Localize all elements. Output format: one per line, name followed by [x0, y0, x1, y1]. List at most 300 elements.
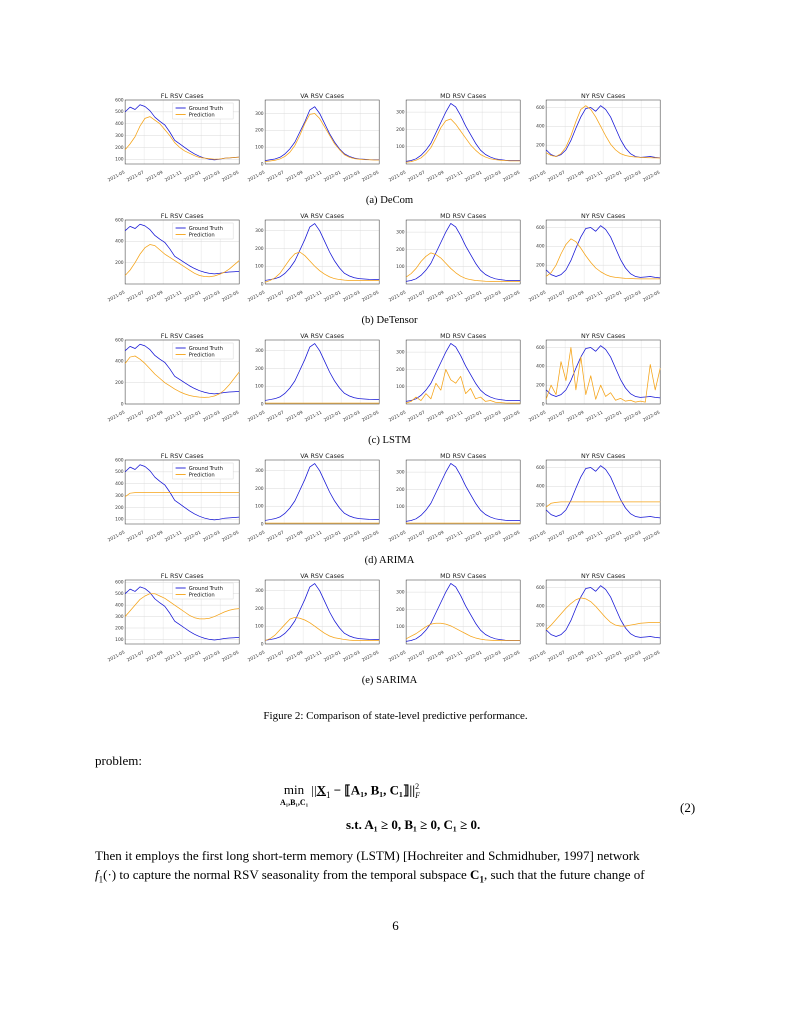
x-tick-label: 2021-11 [444, 410, 464, 424]
y-tick-label: 600 [115, 218, 124, 224]
chart-panel [528, 332, 667, 432]
x-tick-label: 2021-11 [304, 530, 324, 544]
y-tick-label: 500 [115, 592, 124, 598]
legend-prediction-label: Prediction [188, 472, 215, 479]
y-tick-label: 400 [115, 482, 124, 488]
figure-row [107, 452, 667, 552]
y-tick-label: 200 [535, 143, 545, 149]
x-tick-label: 2022-03 [623, 530, 642, 544]
norm-superscript: 2 [415, 782, 420, 791]
y-tick-label: 200 [395, 487, 405, 493]
y-tick-label: 400 [115, 122, 124, 128]
legend-prediction-label: Prediction [188, 592, 215, 599]
x-tick-label: 2021-11 [164, 530, 184, 544]
chart-panel [387, 452, 527, 552]
x-tick-label: 2022-05 [221, 170, 241, 184]
y-tick-label: 300 [395, 590, 405, 596]
x-tick-label: 2021-07 [266, 650, 286, 664]
x-tick-label: 2022-03 [202, 650, 222, 664]
chart-title: NY RSV Cases [580, 93, 626, 100]
y-tick-label: 400 [535, 364, 545, 370]
chart-panel [247, 212, 386, 312]
chart-title: NY RSV Cases [580, 573, 626, 580]
y-tick-label: 300 [115, 614, 124, 620]
x-tick-label: 2021-05 [107, 650, 127, 664]
figure-caption: Figure 2: Comparison of state-level predictive performance. [263, 710, 528, 722]
x-tick-label: 2021-09 [145, 290, 165, 304]
y-tick-label: 200 [395, 247, 405, 253]
x-tick-label: 2021-11 [585, 530, 604, 544]
x-tick-label: 2022-03 [342, 530, 362, 544]
legend-ground-truth-label: Ground Truth [188, 225, 223, 232]
y-tick-label: 200 [115, 505, 124, 511]
x-tick-label: 2021-07 [406, 650, 426, 664]
chart-title: VA RSV Cases [300, 213, 345, 220]
y-tick-label: 200 [255, 246, 264, 252]
x-tick-label: 2021-11 [164, 650, 184, 664]
x-tick-label: 2022-03 [202, 290, 222, 304]
x-tick-label: 2021-11 [444, 170, 464, 184]
chart-svg [247, 212, 386, 312]
x-tick-label: 2022-03 [482, 650, 502, 664]
x-tick-label: 2022-05 [642, 170, 661, 184]
y-tick-label: 400 [115, 239, 124, 245]
y-tick-label: 300 [395, 470, 405, 476]
chart-panel [528, 92, 667, 192]
norm-subscript: F [415, 790, 420, 800]
x-tick-label: 2021-11 [585, 170, 604, 184]
chart-panel [528, 212, 667, 312]
y-tick-label: 200 [395, 367, 405, 373]
x-tick-label: 2021-09 [285, 290, 305, 304]
chart-panel [107, 332, 246, 432]
tensor-x-subscript: 1 [325, 789, 331, 800]
y-tick-label: 200 [395, 127, 405, 133]
y-tick-label: 100 [255, 384, 264, 390]
y-tick-label: 200 [535, 503, 545, 509]
x-tick-label: 2021-09 [425, 170, 445, 184]
x-tick-label: 2021-07 [547, 170, 566, 184]
x-tick-label: 2022-01 [183, 530, 203, 544]
chart-title: MD RSV Cases [439, 93, 486, 100]
y-tick-label: 300 [255, 349, 264, 355]
x-tick-label: 2022-03 [482, 170, 502, 184]
x-tick-label: 2021-09 [425, 530, 445, 544]
legend-ground-truth-label: Ground Truth [188, 345, 223, 352]
x-tick-label: 2021-05 [528, 410, 547, 424]
y-tick-label: 400 [535, 484, 545, 490]
x-tick-label: 2022-01 [323, 290, 343, 304]
y-tick-label: 100 [115, 157, 124, 163]
chart-panel [528, 572, 667, 672]
x-tick-label: 2022-01 [183, 650, 203, 664]
y-tick-label: 200 [115, 145, 124, 151]
x-tick-label: 2022-05 [642, 410, 661, 424]
chart-svg [528, 92, 667, 192]
subfigure-caption: (a) DeCom [365, 195, 414, 206]
x-tick-label: 2021-07 [126, 170, 146, 184]
legend-prediction-label: Prediction [188, 352, 215, 359]
chart-panel [387, 92, 527, 192]
x-tick-label: 2022-05 [361, 650, 381, 664]
paragraph-line-2-end: , such that the future change of [483, 867, 645, 882]
chart-panel [247, 572, 386, 672]
y-tick-label: 200 [535, 263, 545, 269]
x-tick-label: 2022-05 [501, 410, 521, 424]
x-tick-label: 2021-09 [566, 290, 585, 304]
subfigure-caption: (b) DeTensor [361, 315, 418, 326]
x-tick-label: 2021-11 [304, 290, 324, 304]
x-tick-label: 2022-01 [463, 650, 483, 664]
x-tick-label: 2021-09 [285, 170, 305, 184]
equation-number: (2) [680, 800, 696, 815]
chart-title: MD RSV Cases [439, 573, 486, 580]
x-tick-label: 2021-07 [547, 650, 566, 664]
x-tick-label: 2021-05 [107, 530, 127, 544]
x-tick-label: 2022-03 [342, 170, 362, 184]
chart-title: FL RSV Cases [160, 93, 204, 100]
y-tick-label: 0 [541, 402, 545, 408]
y-tick-label: 100 [255, 504, 264, 510]
x-tick-label: 2022-05 [501, 170, 521, 184]
y-tick-label: 0 [120, 402, 124, 408]
x-tick-label: 2022-03 [202, 410, 222, 424]
x-tick-label: 2022-05 [642, 290, 661, 304]
y-tick-label: 500 [115, 470, 124, 476]
x-tick-label: 2022-01 [604, 530, 623, 544]
min-operator: min [283, 782, 305, 797]
x-tick-label: 2021-09 [425, 650, 445, 664]
x-tick-label: 2022-03 [482, 530, 502, 544]
x-tick-label: 2021-09 [285, 530, 305, 544]
x-tick-label: 2021-11 [164, 170, 184, 184]
x-tick-label: 2022-05 [221, 530, 241, 544]
x-tick-label: 2021-11 [585, 650, 604, 664]
chart-svg [528, 572, 667, 672]
x-tick-label: 2021-07 [406, 170, 426, 184]
x-tick-label: 2022-01 [323, 410, 343, 424]
x-tick-label: 2021-07 [406, 290, 426, 304]
chart-svg [247, 92, 386, 192]
y-tick-label: 600 [115, 338, 124, 344]
x-tick-label: 2021-05 [107, 410, 127, 424]
chart-svg [528, 452, 667, 552]
x-tick-label: 2021-07 [126, 410, 146, 424]
x-tick-label: 2021-07 [266, 530, 286, 544]
chart-title: NY RSV Cases [580, 333, 626, 340]
chart-svg [528, 212, 667, 312]
x-tick-label: 2021-07 [126, 650, 146, 664]
x-tick-label: 2022-05 [642, 650, 661, 664]
chart-svg [107, 92, 246, 192]
x-tick-label: 2021-11 [444, 290, 464, 304]
chart-title: MD RSV Cases [439, 333, 486, 340]
x-tick-label: 2021-09 [566, 170, 585, 184]
chart-panel [528, 452, 667, 552]
x-tick-label: 2022-05 [361, 290, 381, 304]
x-tick-label: 2022-03 [202, 170, 222, 184]
x-tick-label: 2021-09 [425, 290, 445, 304]
x-tick-label: 2021-11 [164, 410, 184, 424]
y-tick-label: 600 [535, 345, 545, 351]
x-tick-label: 2022-05 [501, 290, 521, 304]
x-tick-label: 2021-05 [387, 410, 407, 424]
x-tick-label: 2021-09 [285, 650, 305, 664]
subfigure-caption: (c) LSTM [368, 435, 411, 446]
chart-svg [387, 92, 527, 192]
x-tick-label: 2021-07 [547, 290, 566, 304]
chart-panel [387, 212, 527, 312]
x-tick-label: 2022-03 [623, 290, 642, 304]
y-tick-label: 500 [115, 110, 124, 116]
x-tick-label: 2021-09 [145, 410, 165, 424]
equation-constraint: s.t. A₁ ≥ 0, B₁ ≥ 0, C₁ ≥ 0. [346, 817, 481, 832]
x-tick-label: 2021-05 [387, 530, 407, 544]
x-tick-label: 2022-05 [221, 410, 241, 424]
x-tick-label: 2021-05 [107, 290, 127, 304]
x-tick-label: 2022-05 [221, 290, 241, 304]
y-tick-label: 100 [395, 265, 405, 271]
y-tick-label: 0 [261, 402, 264, 408]
y-tick-label: 200 [115, 381, 124, 387]
y-tick-label: 100 [395, 385, 405, 391]
x-tick-label: 2021-07 [547, 530, 566, 544]
x-tick-label: 2021-05 [247, 410, 267, 424]
x-tick-label: 2021-11 [585, 290, 604, 304]
y-tick-label: 200 [255, 486, 264, 492]
legend-ground-truth-label: Ground Truth [188, 105, 223, 112]
problem-label: problem: [95, 753, 142, 768]
x-tick-label: 2021-09 [145, 650, 165, 664]
x-tick-label: 2021-05 [387, 290, 407, 304]
figure-row [107, 212, 667, 312]
x-tick-label: 2022-01 [183, 170, 203, 184]
y-tick-label: 300 [255, 589, 264, 595]
y-tick-label: 600 [115, 458, 124, 464]
x-tick-label: 2021-11 [164, 290, 184, 304]
y-tick-label: 200 [535, 623, 545, 629]
x-tick-label: 2021-11 [444, 530, 464, 544]
y-tick-label: 100 [395, 625, 405, 631]
x-tick-label: 2021-09 [566, 650, 585, 664]
chart-panel [107, 92, 246, 192]
x-tick-label: 2022-05 [642, 530, 661, 544]
x-tick-label: 2021-07 [126, 290, 146, 304]
x-tick-label: 2021-05 [247, 650, 267, 664]
x-tick-label: 2022-01 [463, 530, 483, 544]
legend-ground-truth-label: Ground Truth [188, 585, 223, 592]
x-tick-label: 2021-05 [107, 170, 127, 184]
chart-svg [247, 572, 386, 672]
chart-panel [107, 452, 246, 552]
x-tick-label: 2022-01 [323, 530, 343, 544]
y-tick-label: 100 [115, 637, 124, 643]
x-tick-label: 2021-07 [547, 410, 566, 424]
y-tick-label: 300 [395, 350, 405, 356]
x-tick-label: 2021-11 [304, 650, 324, 664]
y-tick-label: 100 [395, 505, 405, 511]
y-tick-label: 200 [115, 626, 124, 632]
chart-svg [107, 452, 246, 552]
y-tick-label: 400 [115, 359, 124, 365]
y-tick-label: 400 [535, 244, 545, 250]
y-tick-label: 100 [255, 264, 264, 270]
y-tick-label: 400 [115, 603, 124, 609]
norm-open: || [311, 782, 317, 798]
x-tick-label: 2021-09 [566, 530, 585, 544]
subspace-c: C [470, 867, 480, 882]
y-tick-label: 0 [261, 522, 264, 528]
x-tick-label: 2022-05 [221, 650, 241, 664]
y-tick-label: 100 [255, 145, 264, 151]
y-tick-label: 200 [535, 383, 545, 389]
chart-svg [387, 452, 527, 552]
chart-title: NY RSV Cases [580, 213, 626, 220]
x-tick-label: 2022-01 [604, 170, 623, 184]
chart-svg [107, 572, 246, 672]
x-tick-label: 2022-03 [482, 410, 502, 424]
x-tick-label: 2021-07 [266, 170, 286, 184]
x-tick-label: 2021-11 [304, 170, 324, 184]
chart-svg [528, 332, 667, 432]
x-tick-label: 2022-03 [342, 410, 362, 424]
y-tick-label: 200 [255, 606, 264, 612]
x-tick-label: 2021-09 [145, 170, 165, 184]
x-tick-label: 2021-11 [444, 650, 464, 664]
x-tick-label: 2022-03 [202, 530, 222, 544]
y-tick-label: 200 [395, 607, 405, 613]
y-tick-label: 300 [115, 493, 124, 499]
y-tick-label: 300 [395, 230, 405, 236]
x-tick-label: 2021-05 [528, 170, 547, 184]
x-tick-label: 2022-01 [604, 410, 623, 424]
legend-ground-truth-label: Ground Truth [188, 465, 223, 472]
x-tick-label: 2022-05 [361, 170, 381, 184]
figure-2-grid [107, 92, 667, 692]
y-tick-label: 200 [255, 128, 264, 134]
y-tick-label: 0 [261, 162, 264, 168]
chart-title: FL RSV Cases [160, 453, 204, 460]
objective-mid: − ⟦A [330, 782, 361, 798]
chart-panel [107, 572, 246, 672]
y-tick-label: 300 [255, 111, 264, 117]
x-tick-label: 2022-03 [482, 290, 502, 304]
y-tick-label: 0 [261, 642, 264, 648]
x-tick-label: 2021-05 [528, 290, 547, 304]
chart-panel [387, 572, 527, 672]
y-tick-label: 300 [115, 133, 124, 139]
x-tick-label: 2022-03 [623, 410, 642, 424]
chart-title: VA RSV Cases [300, 333, 345, 340]
function-f: f [95, 867, 99, 882]
x-tick-label: 2021-09 [145, 530, 165, 544]
chart-panel [387, 332, 527, 432]
x-tick-label: 2021-07 [266, 290, 286, 304]
y-tick-label: 600 [535, 465, 545, 471]
x-tick-label: 2022-01 [323, 170, 343, 184]
figure-row [107, 572, 667, 672]
figure-row [107, 332, 667, 432]
x-tick-label: 2022-05 [361, 410, 381, 424]
chart-panel [247, 452, 386, 552]
x-tick-label: 2021-07 [126, 530, 146, 544]
paragraph-line-2-mid: (·) to capture the normal RSV seasonality from the temporal subspace [103, 867, 471, 882]
subfigure-caption: (e) SARIMA [361, 675, 418, 686]
chart-svg [387, 332, 527, 432]
chart-panel [107, 212, 246, 312]
function-f-subscript: 1 [98, 874, 104, 885]
chart-panel [247, 92, 386, 192]
x-tick-label: 2021-07 [406, 530, 426, 544]
y-tick-label: 400 [535, 124, 545, 130]
x-tick-label: 2022-01 [463, 170, 483, 184]
y-tick-label: 100 [255, 624, 264, 630]
chart-svg [247, 332, 386, 432]
chart-panel [247, 332, 386, 432]
x-tick-label: 2021-09 [566, 410, 585, 424]
x-tick-label: 2021-11 [585, 410, 604, 424]
chart-svg [247, 452, 386, 552]
chart-svg [107, 212, 246, 312]
y-tick-label: 200 [115, 261, 124, 267]
y-tick-label: 600 [115, 98, 124, 104]
y-tick-label: 600 [535, 225, 545, 231]
x-tick-label: 2021-05 [387, 170, 407, 184]
x-tick-label: 2021-07 [266, 410, 286, 424]
y-tick-label: 600 [115, 580, 124, 586]
x-tick-label: 2022-03 [623, 650, 642, 664]
tensor-x: X [316, 782, 326, 798]
y-tick-label: 100 [115, 517, 124, 523]
subfigure-caption: (d) ARIMA [364, 555, 415, 566]
x-tick-label: 2021-05 [528, 530, 547, 544]
y-tick-label: 300 [395, 110, 405, 116]
x-tick-label: 2021-05 [247, 530, 267, 544]
x-tick-label: 2021-05 [528, 650, 547, 664]
y-tick-label: 0 [261, 282, 264, 288]
chart-svg [387, 572, 527, 672]
x-tick-label: 2022-03 [623, 170, 642, 184]
objective-rest: ₁, B₁, C₁⟧|| [360, 782, 416, 798]
paragraph-line-1: Then it employs the first long short-term memory (LSTM) [Hochreiter and Schmidhuber, 1997] network [95, 848, 640, 863]
x-tick-label: 2022-01 [463, 290, 483, 304]
chart-title: MD RSV Cases [439, 453, 486, 460]
x-tick-label: 2021-11 [304, 410, 324, 424]
x-tick-label: 2022-01 [604, 650, 623, 664]
x-tick-label: 2022-05 [501, 650, 521, 664]
chart-title: FL RSV Cases [160, 333, 204, 340]
x-tick-label: 2022-01 [604, 290, 623, 304]
chart-svg [107, 332, 246, 432]
figure-row [107, 92, 667, 192]
y-tick-label: 600 [535, 105, 545, 111]
x-tick-label: 2021-05 [247, 290, 267, 304]
chart-title: VA RSV Cases [300, 573, 345, 580]
y-tick-label: 100 [395, 145, 405, 151]
x-tick-label: 2022-05 [361, 530, 381, 544]
body-paragraph [95, 846, 705, 890]
x-tick-label: 2021-09 [425, 410, 445, 424]
chart-title: FL RSV Cases [160, 573, 204, 580]
y-tick-label: 200 [255, 366, 264, 372]
x-tick-label: 2022-05 [501, 530, 521, 544]
y-tick-label: 300 [255, 229, 264, 235]
chart-title: VA RSV Cases [300, 93, 345, 100]
chart-title: VA RSV Cases [300, 453, 345, 460]
subspace-c-subscript: 1 [479, 874, 484, 885]
x-tick-label: 2022-01 [183, 290, 203, 304]
chart-title: NY RSV Cases [580, 453, 626, 460]
